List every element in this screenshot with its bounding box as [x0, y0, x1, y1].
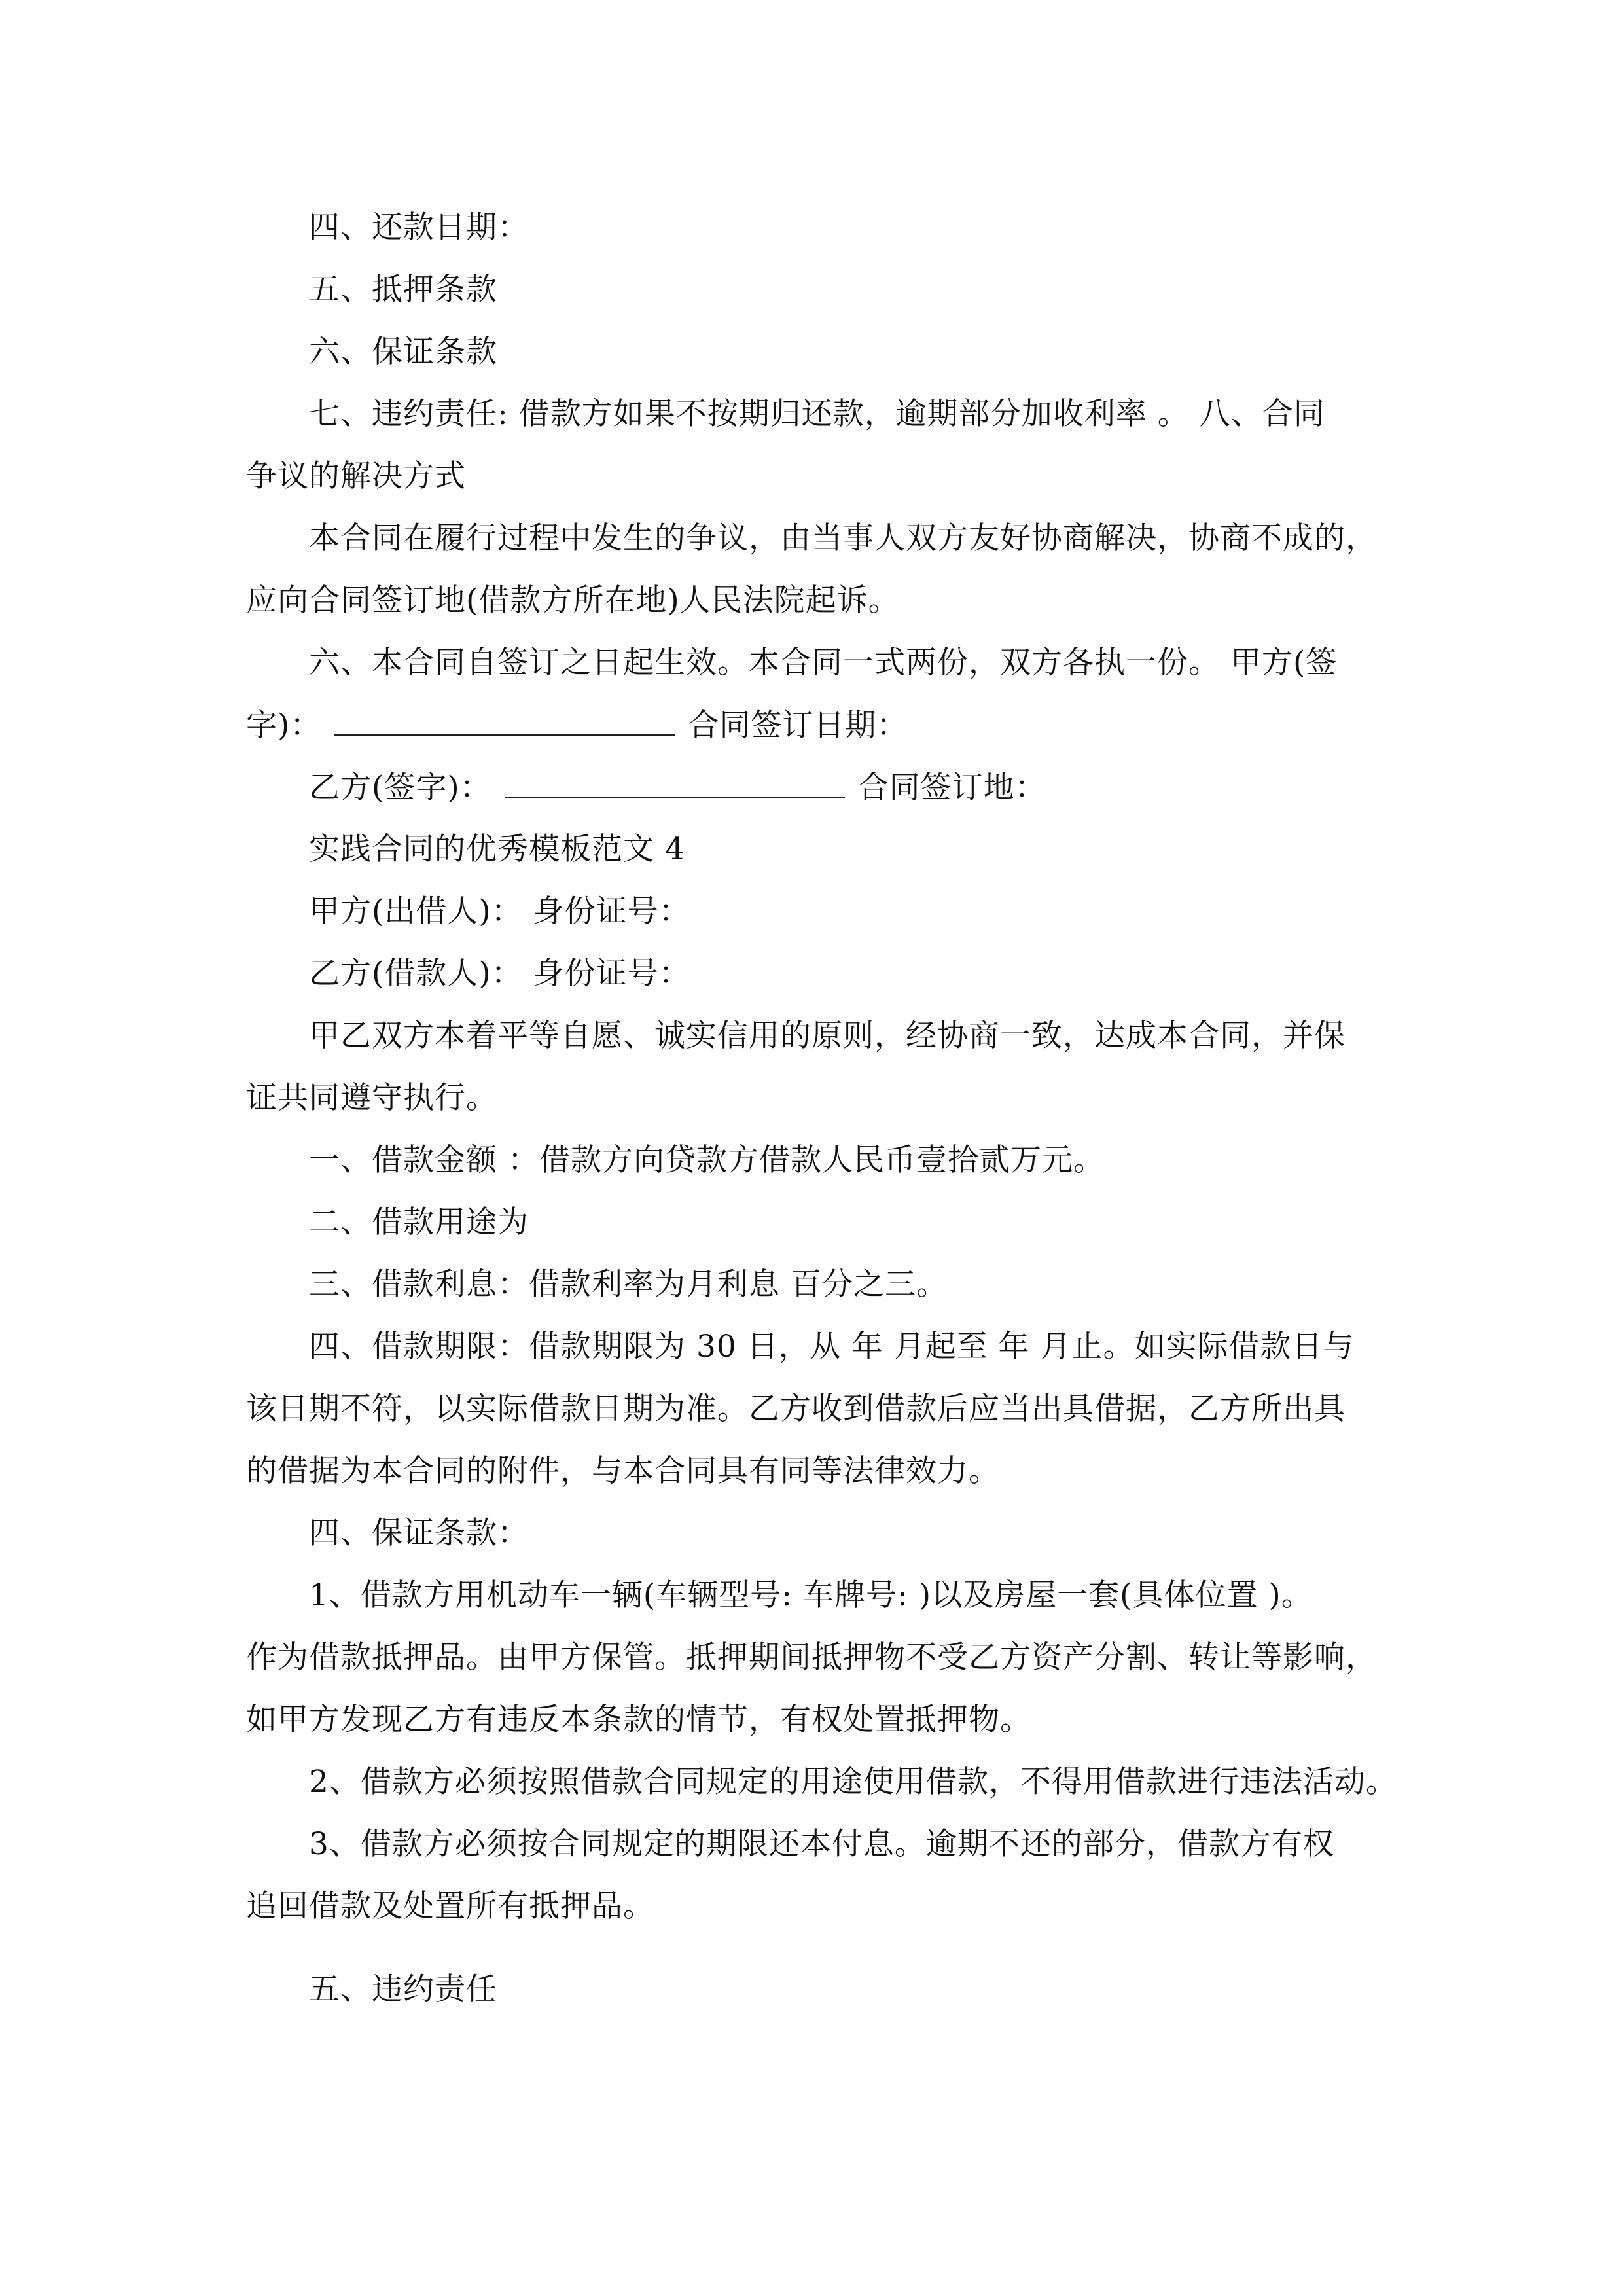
guarantee-item-2: 2、借款方必须按照借款合同规定的用途使用借款，不得用借款进行违法活动。	[309, 1764, 1397, 1800]
party-b-signature-label: 乙方(签字)：	[309, 770, 491, 806]
preamble-line-2: 证共同遵守执行。	[246, 1080, 497, 1116]
party-a-signature-line	[246, 706, 908, 745]
clause-loan-term-line-2: 该日期不符，以实际借款日期为准。乙方收到借款后应当出具借据，乙方所出具	[246, 1391, 1346, 1427]
signing-place-label: 合同签订地：	[857, 770, 1046, 806]
clause-loan-amount: 一、借款金额 ：借款方向贷款方借款人民币壹拾贰万元。	[309, 1142, 1105, 1178]
clause-guarantee-terms-heading: 四、保证条款：	[309, 1515, 529, 1551]
clause-guarantee-heading: 六、保证条款	[309, 334, 497, 370]
template-title: 实践合同的优秀模板范文 4	[309, 831, 685, 867]
clause-mortgage-heading: 五、抵押条款	[309, 272, 497, 308]
guarantee-item-1-line-3: 如甲方发现乙方有违反本条款的情节，有权处置抵押物。	[246, 1702, 1031, 1738]
signing-date-label: 合同签订日期：	[688, 708, 908, 744]
clause-loan-purpose: 二、借款用途为	[309, 1204, 529, 1240]
party-b-signature-blank	[505, 768, 845, 798]
guarantee-item-3-line-1: 3、借款方必须按合同规定的期限还本付息。逾期不还的部分，借款方有权	[309, 1826, 1334, 1862]
clause-repayment-date: 四、还款日期：	[309, 209, 529, 245]
guarantee-item-1-line-1: 1、借款方用机动车一辆(车辆型号: 车牌号: )以及房屋一套(具体位置 )。	[309, 1577, 1313, 1613]
clause-breach-liability: 七、违约责任: 借款方如果不按期归还款，逾期部分加收利率 。 八、合同	[309, 396, 1325, 432]
dispute-text-line-2: 应向合同签订地(借款方所在地)人民法院起诉。	[246, 583, 900, 619]
party-a-signature-label: 字)：	[246, 708, 322, 744]
guarantee-item-1-line-2: 作为借款抵押品。由甲方保管。抵押期间抵押物不受乙方资产分割、转让等影响，	[246, 1640, 1377, 1676]
clause-loan-interest: 三、借款利息：借款利率为月利息 百分之三。	[309, 1266, 948, 1302]
party-a-signature-blank	[334, 706, 675, 736]
borrower-party-line: 乙方(借款人)： 身份证号：	[309, 956, 690, 992]
effective-clause: 六、本合同自签订之日起生效。本合同一式两份，双方各执一份。 甲方(签	[309, 645, 1338, 681]
clause-loan-term-line-1: 四、借款期限：借款期限为 30 日，从 年 月起至 年 月止。如实际借款日与	[309, 1329, 1355, 1365]
lender-party-line: 甲方(出借人)： 身份证号：	[309, 893, 690, 929]
party-b-signature-line	[309, 768, 1046, 808]
preamble-line-1: 甲乙双方本着平等自愿、诚实信用的原则，经协商一致，达成本合同，并保	[309, 1018, 1346, 1054]
clause-breach-heading: 五、违约责任	[309, 1971, 497, 2007]
guarantee-item-3-line-2: 追回借款及处置所有抵押品。	[246, 1888, 654, 1924]
clause-loan-term-line-3: 的借据为本合同的附件，与本合同具有同等法律效力。	[246, 1453, 1000, 1489]
dispute-text-line-1: 本合同在履行过程中发生的争议，由当事人双方友好协商解决，协商不成的，	[309, 520, 1377, 556]
clause-dispute-heading: 争议的解决方式	[246, 458, 466, 494]
